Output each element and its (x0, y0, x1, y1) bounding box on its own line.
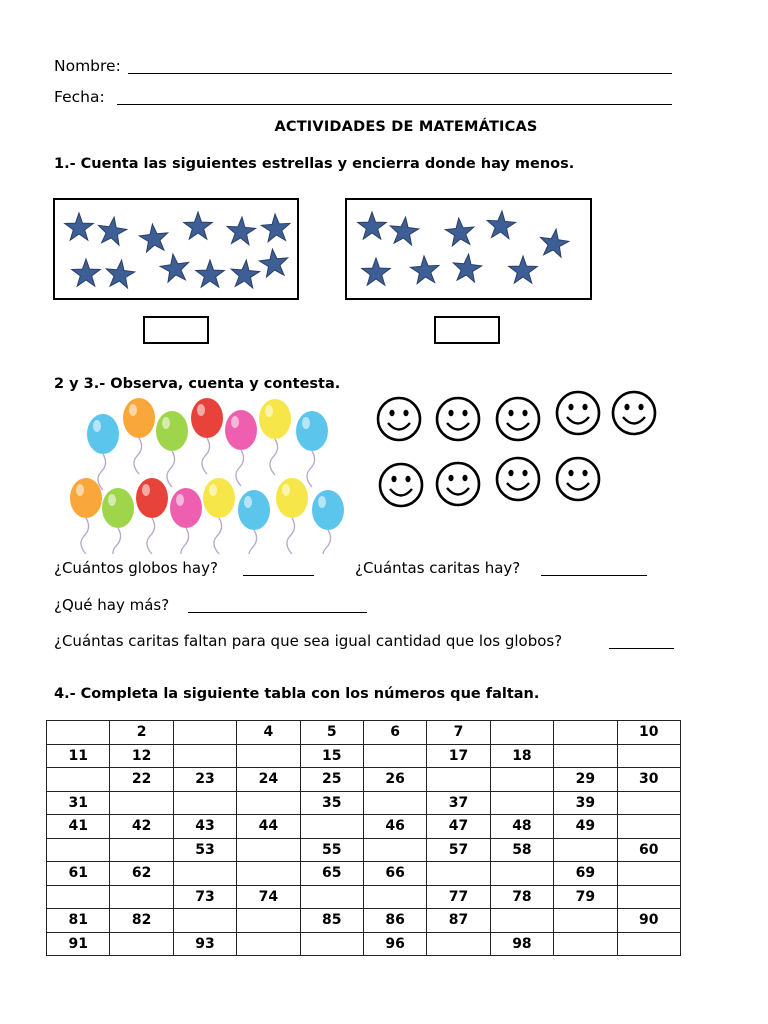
table-cell: 53 (173, 838, 236, 862)
table-row (47, 768, 681, 792)
table-cell: 74 (237, 885, 300, 909)
smiley-faces-image (372, 388, 672, 518)
star-icon (184, 212, 213, 239)
table-cell: 77 (427, 885, 490, 909)
balloon-icon (123, 398, 155, 474)
smiley-face-icon (497, 398, 539, 440)
table-cell: 87 (427, 909, 490, 933)
smiley-face-icon (378, 398, 420, 440)
table-cell[interactable] (237, 744, 300, 768)
table-cell: 12 (110, 744, 173, 768)
table-cell[interactable] (363, 744, 426, 768)
star-icon (410, 256, 439, 284)
table-cell: 29 (554, 768, 617, 792)
table-cell: 4 (237, 721, 300, 745)
section4-heading: 4.- Completa la siguiente tabla con los números que faltan. (54, 686, 540, 702)
table-cell[interactable] (173, 744, 236, 768)
fecha-answer-line[interactable] (117, 104, 672, 105)
table-cell: 57 (427, 838, 490, 862)
balloon-icon (225, 410, 257, 486)
table-cell: 82 (110, 909, 173, 933)
nombre-answer-line[interactable] (128, 73, 672, 74)
table-cell: 48 (490, 815, 553, 839)
table-cell[interactable] (110, 932, 173, 956)
table-cell[interactable] (490, 768, 553, 792)
question-faltan: ¿Cuántas caritas faltan para que sea igual cantidad que los globos? (54, 632, 563, 650)
table-cell: 86 (363, 909, 426, 933)
balloon-icon (276, 478, 308, 554)
table-cell[interactable] (110, 838, 173, 862)
table-cell: 81 (47, 909, 110, 933)
table-cell[interactable] (617, 932, 680, 956)
table-cell[interactable] (47, 721, 110, 745)
table-row (47, 721, 681, 745)
table-cell: 41 (47, 815, 110, 839)
table-cell[interactable] (237, 791, 300, 815)
table-cell: 10 (617, 721, 680, 745)
star-icon (106, 260, 134, 288)
table-cell: 30 (617, 768, 680, 792)
table-cell: 39 (554, 791, 617, 815)
number-table (46, 720, 681, 956)
table-cell[interactable] (47, 885, 110, 909)
balloon-icon (203, 478, 235, 554)
table-cell: 61 (47, 862, 110, 886)
smiley-face-icon (437, 398, 479, 440)
table-cell: 25 (300, 768, 363, 792)
star-icon (261, 214, 290, 242)
star-icon (362, 258, 391, 285)
star-icon (445, 218, 473, 246)
table-cell[interactable] (617, 815, 680, 839)
table-cell: 65 (300, 862, 363, 886)
balloon-icon (191, 398, 223, 474)
table-cell[interactable] (363, 791, 426, 815)
table-cell: 47 (427, 815, 490, 839)
right-answer-box[interactable] (434, 316, 500, 344)
table-cell[interactable] (490, 791, 553, 815)
table-cell[interactable] (237, 909, 300, 933)
table-cell: 79 (554, 885, 617, 909)
table-cell: 69 (554, 862, 617, 886)
table-cell: 23 (173, 768, 236, 792)
table-cell: 98 (490, 932, 553, 956)
table-cell[interactable] (237, 932, 300, 956)
table-cell[interactable] (47, 838, 110, 862)
table-cell: 26 (363, 768, 426, 792)
star-icon (487, 211, 515, 239)
balloon-icon (102, 488, 134, 554)
star-icon (99, 217, 127, 245)
table-cell[interactable] (554, 909, 617, 933)
table-cell: 22 (110, 768, 173, 792)
table-cell: 46 (363, 815, 426, 839)
table-cell: 15 (300, 744, 363, 768)
star-icon (259, 249, 287, 277)
star-icon (72, 259, 101, 286)
faltan-answer-line[interactable] (609, 648, 674, 649)
left-answer-box[interactable] (143, 316, 209, 344)
nombre-label: Nombre: (54, 57, 121, 75)
table-cell[interactable] (554, 721, 617, 745)
star-icon (160, 254, 188, 282)
table-cell[interactable] (173, 909, 236, 933)
star-icon (509, 256, 538, 283)
table-cell[interactable] (427, 932, 490, 956)
table-cell: 24 (237, 768, 300, 792)
left-stars (55, 200, 297, 298)
table-row (47, 932, 681, 956)
table-cell: 5 (300, 721, 363, 745)
table-cell[interactable] (617, 862, 680, 886)
table-cell: 11 (47, 744, 110, 768)
table-row (47, 909, 681, 933)
balloons-image (62, 392, 352, 554)
smiley-face-icon (380, 464, 422, 506)
star-icon (139, 224, 167, 252)
table-cell[interactable] (173, 791, 236, 815)
table-cell[interactable] (300, 815, 363, 839)
table-cell: 2 (110, 721, 173, 745)
fecha-label: Fecha: (54, 88, 105, 106)
star-icon (390, 217, 418, 245)
mas-answer-line[interactable] (188, 612, 367, 613)
table-cell[interactable] (554, 932, 617, 956)
table-cell[interactable] (110, 885, 173, 909)
balloon-icon (87, 414, 119, 490)
section2-heading: 2 y 3.- Observa, cuenta y contesta. (54, 376, 341, 392)
smiley-face-icon (557, 458, 599, 500)
balloon-icon (238, 490, 270, 554)
balloon-icon (312, 490, 344, 554)
balloon-icon (259, 399, 291, 475)
table-cell[interactable] (47, 768, 110, 792)
table-cell[interactable] (237, 838, 300, 862)
table-cell[interactable] (490, 862, 553, 886)
table-cell: 60 (617, 838, 680, 862)
table-cell: 91 (47, 932, 110, 956)
star-icon (541, 229, 569, 257)
star-icon (227, 217, 256, 245)
table-cell[interactable] (300, 932, 363, 956)
table-cell: 96 (363, 932, 426, 956)
table-cell[interactable] (427, 768, 490, 792)
table-cell[interactable] (173, 862, 236, 886)
caritas-answer-line[interactable] (541, 575, 647, 576)
section1-heading: 1.- Cuenta las siguientes estrellas y encierra donde hay menos. (54, 156, 575, 172)
right-stars (347, 200, 590, 298)
table-row (47, 791, 681, 815)
table-cell[interactable] (363, 885, 426, 909)
table-cell[interactable] (300, 885, 363, 909)
table-row (47, 885, 681, 909)
balloon-icon (156, 411, 188, 487)
smiley-face-icon (437, 463, 479, 505)
smiley-face-icon (557, 392, 599, 434)
table-cell: 31 (47, 791, 110, 815)
table-cell: 7 (427, 721, 490, 745)
star-icon (65, 213, 94, 240)
table-cell[interactable] (110, 791, 173, 815)
question-caritas: ¿Cuántas caritas hay? (355, 559, 521, 577)
table-cell: 90 (617, 909, 680, 933)
table-cell[interactable] (554, 744, 617, 768)
balloon-icon (170, 488, 202, 554)
table-cell: 78 (490, 885, 553, 909)
globos-answer-line[interactable] (243, 575, 314, 576)
smiley-face-icon (497, 458, 539, 500)
table-cell[interactable] (427, 862, 490, 886)
question-mas: ¿Qué hay más? (54, 596, 170, 614)
balloon-icon (296, 411, 328, 487)
table-cell: 85 (300, 909, 363, 933)
question-globos: ¿Cuántos globos hay? (54, 559, 218, 577)
right-star-box (345, 198, 592, 300)
star-icon (231, 260, 259, 288)
table-cell: 55 (300, 838, 363, 862)
table-cell: 44 (237, 815, 300, 839)
table-cell: 6 (363, 721, 426, 745)
star-icon (196, 260, 225, 287)
smiley-face-icon (613, 392, 655, 434)
table-row (47, 838, 681, 862)
table-cell: 73 (173, 885, 236, 909)
table-cell: 35 (300, 791, 363, 815)
balloon-icon (70, 478, 102, 554)
table-cell[interactable] (617, 885, 680, 909)
table-cell: 42 (110, 815, 173, 839)
table-cell[interactable] (173, 721, 236, 745)
table-cell: 18 (490, 744, 553, 768)
table-cell: 66 (363, 862, 426, 886)
table-cell: 58 (490, 838, 553, 862)
table-cell: 62 (110, 862, 173, 886)
table-cell[interactable] (490, 721, 553, 745)
balloon-icon (136, 478, 168, 554)
table-cell[interactable] (617, 791, 680, 815)
table-cell[interactable] (363, 838, 426, 862)
table-cell: 17 (427, 744, 490, 768)
page-title: ACTIVIDADES DE MATEMÁTICAS (274, 119, 538, 135)
star-icon (453, 254, 481, 282)
table-row (47, 744, 681, 768)
left-star-box (53, 198, 299, 300)
table-cell[interactable] (617, 744, 680, 768)
table-cell[interactable] (490, 909, 553, 933)
table-cell: 43 (173, 815, 236, 839)
table-cell[interactable] (237, 862, 300, 886)
table-cell: 93 (173, 932, 236, 956)
star-icon (358, 212, 387, 239)
table-cell: 49 (554, 815, 617, 839)
table-cell: 37 (427, 791, 490, 815)
table-row (47, 862, 681, 886)
table-cell[interactable] (554, 838, 617, 862)
table-row (47, 815, 681, 839)
